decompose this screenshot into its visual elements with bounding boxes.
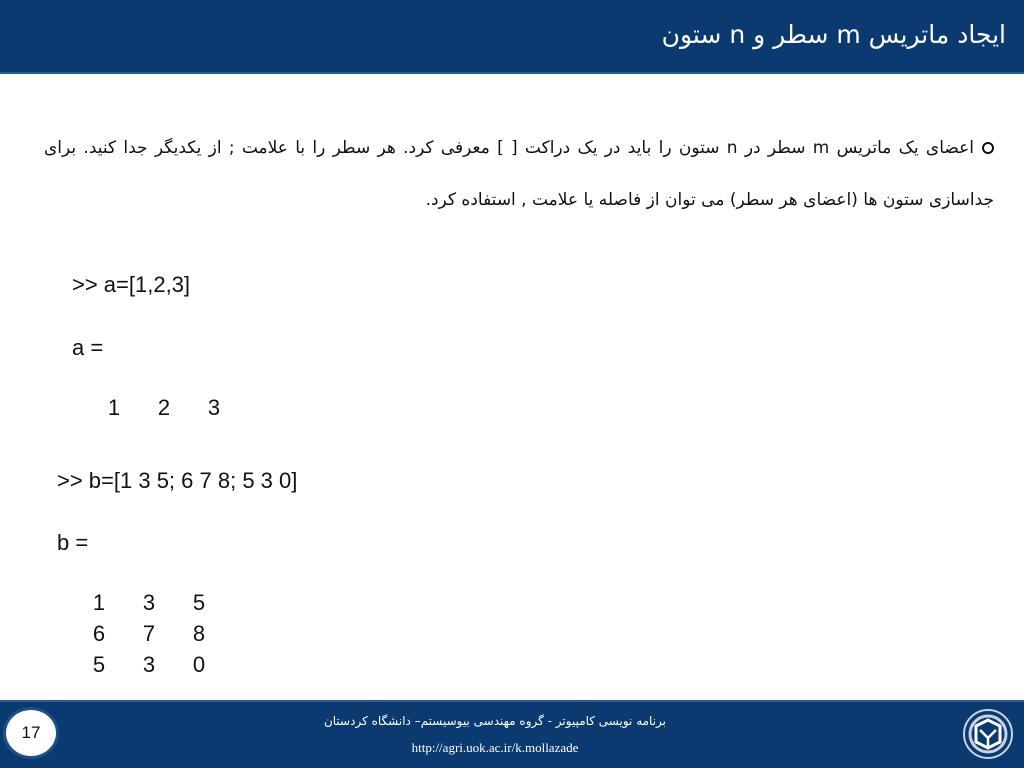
matrix-b-cell: 8	[192, 621, 206, 646]
bullet-circle-icon	[982, 142, 994, 154]
matrix-b-cell: 7	[142, 621, 156, 646]
result-label-b: b =	[57, 530, 89, 555]
slide-title: ایجاد ماتریس m سطر و n ستون	[661, 20, 1006, 49]
paragraph-text: اعضای یک ماتریس m سطر در n ستون را باید در یک دراکت [ ] معرفی کرد. هر سطر را با علامت ; از یکدیگر جدا کنید. برای جداسازی ستون ها (اعضای هر سطر) می توان از فاصله یا علامت , استفاده کرد.	[44, 138, 994, 210]
header-bar	[0, 0, 1024, 74]
matrix-b-cell: 0	[192, 652, 206, 677]
matrix-b-row	[84, 590, 284, 616]
matrix-b-row	[84, 652, 284, 678]
matrix-b-cell: 5	[92, 652, 106, 677]
matrix-a-cell: 2	[157, 395, 171, 420]
footer-course-line: برنامه نویسی کامپیوتر - گروه مهندسی بیوسیستم– دانشگاه کردستان	[323, 714, 667, 728]
university-emblem-icon	[962, 708, 1014, 760]
body-paragraph	[44, 122, 994, 226]
page-number: 17	[3, 707, 59, 759]
matrix-b-cell: 3	[142, 652, 156, 677]
matrix-a-cell: 3	[207, 395, 221, 420]
footer-bar	[0, 700, 1024, 768]
matrix-b-cell: 6	[92, 621, 106, 646]
footer-url[interactable]: http://agri.uok.ac.ir/k.mollazade	[411, 740, 579, 755]
command-b: >> b=[1 3 5; 6 7 8; 5 3 0]	[57, 468, 298, 493]
command-a: >> a=[1,2,3]	[72, 272, 191, 297]
matrix-b-cell: 3	[142, 590, 156, 615]
matrix-b-row	[84, 621, 284, 647]
result-label-a: a =	[72, 335, 104, 360]
matrix-a-row	[99, 395, 299, 421]
matrix-b-cell: 5	[192, 590, 206, 615]
matrix-b-cell: 1	[92, 590, 106, 615]
matrix-a-cell: 1	[107, 395, 121, 420]
